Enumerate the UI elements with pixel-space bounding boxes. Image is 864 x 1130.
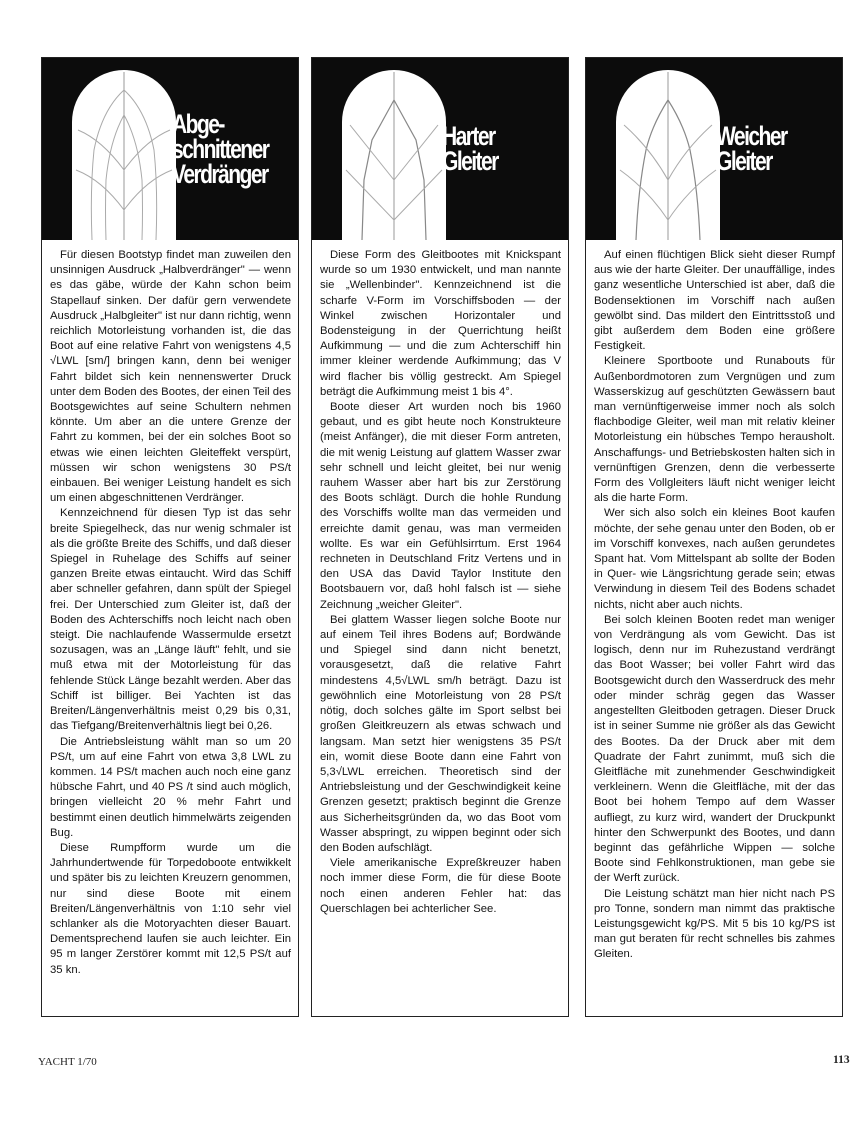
section-title <box>442 58 560 240</box>
paragraph: Die Leistung schätzt man hier nicht nach PS pro Tonne, sondern man nimmt das praktische Leistungsgewicht kg/PS. Mit 5 bis 10 kg/PS ist man gut beraten für recht schnelles bis zahmes Gleiten. <box>594 887 835 961</box>
banner <box>42 58 298 240</box>
magazine-issue: YACHT 1/70 <box>38 1056 97 1068</box>
paragraph: Kleinere Sportboote und Runabouts für Außenbordmotoren zum Vergnügen und zum Wasserskizug auf geschützten Gewässern baut man vernünftigerweise immer noch als solch flachbodige Gleiter, weil man mit relativ kleiner Motorleistung ein hübsches Tempo herausholt. Anschaffungs- und Betriebskosten halten sich in vernünftigen Grenzen, denn die verbesserte Form des Vollgleiters läuft nicht weniger leicht als die harte Form. <box>594 355 835 505</box>
hull-lines-drawing <box>616 70 720 240</box>
paragraph: Wer sich also solch ein kleines Boot kaufen möchte, der sehe genau unter den Boden, ob er im Vorschiff konvexes, nach außen gerundetes Spant hat. Vom Mittelspant ab sollte der Boden in Quer- wie Längsrichtung gerade sein; etwas Verwindung in diesem Teil des Bodens schadet nichts, nicht aber auch nichts. <box>594 507 835 611</box>
paragraph: Auf einen flüchtigen Blick sieht dieser Rumpf aus wie der harte Gleiter. Der unauffällige, indes ganz wesentliche Unterschied ist aber, daß die Bodensektionen im Vorschiff nach außen gewölbt sind. Das mildert den Eintrittsstoß und gibt außerdem dem Boden eine größere Festigkeit. <box>594 249 835 353</box>
paragraph: Kennzeichnend für diesen Typ ist das sehr breite Spiegelheck, das nur wenig schmaler ist als die größte Breite des Schiffs, und daß dieser Spiegel in Ruhelage des Schiffs auf seiner ganzen Breite etwas eintaucht. Wird das Schiff aber schneller gefahren, dann spült der Spiegel frei. Der Unterschied zum Gleiter ist, daß der Boden des Achterschiffs noch leicht nach oben steigt. Die nachlaufende Wassermulde ersetzt sozusagen, was an „Länge läuft" fehlt, und sie muß etwa mit der Motorleistung für das fehlende Stück Länge bezahlt werden. Aber das Schiff ist billiger. Bei Yachten ist das Breiten/Längenverhältnis meist 0,29 bis 0,31, das Tiefgang/Breitenverhältnis liegt bei 0,26. <box>50 507 291 733</box>
paragraph: Bei solch kleinen Booten redet man weniger von Verdrängung als vom Gewicht. Das ist logisch, denn nur im Ruhezustand verdrängt das Boot Wasser; bei voller Fahrt wird das Bootsgewicht durch den Wasserdruck des mehr oder minder schräg gegen das Wasser angestellten Gleitboden getragen. Dieser Druck ist in seiner Summe nie größer als das Gewicht des Bootes. Da der Druck aber mit dem Quadrate der Fahrt zunimmt, muß sich die Gleitfläche mit zunehmender Geschwindigkeit verkleinern. Wenn die Gleitfläche, mit der das Boot bei hohem Tempo auf dem Wasser aufliegt, zu kurz wird, wandert der Druckpunkt hinter den Schwerpunkt des Bootes, und dann beginnt das gefährliche Wippen — solche Boote sind Fehlkonstruktionen, man gebe sie der Werft zurück. <box>594 613 835 885</box>
column-text <box>320 248 561 917</box>
page-number: 113 <box>833 1054 850 1066</box>
banner <box>586 58 842 240</box>
title-line: schnittener <box>172 133 269 164</box>
title-line: Gleiter <box>716 146 772 176</box>
banner <box>312 58 568 240</box>
hull-lines-drawing <box>72 70 176 240</box>
paragraph: Boote dieser Art wurden noch bis 1960 gebaut, und es gibt heute noch Konstrukteure (meist Anfänger), die mit dieser Form antreten, die mit wenig Leistung auf glattem Wasser zwar sehr schnell und leicht gleitet, bei nur wenig rauhem Wasser aber hart bis zur Zerstörung des Boots schlägt. Durch die hohle Rundung des Vorschiffs wollte man das vermeiden und erreichte damit genau, was man vermeiden wollte. Es war ein Gefühlsirrtum. Erst 1964 rechneten in Deutschland Fritz Vertens und in den USA das David Taylor Institute den Bootsbauern vor, daß hohl falsch ist — siehe Zeichnung „weicher Gleiter". <box>320 401 561 611</box>
column-abgeschnittener-verdraenger <box>41 57 299 1017</box>
title-line: Harter <box>442 121 495 151</box>
section-title <box>172 58 290 240</box>
column-text <box>594 248 835 963</box>
title-line: Abge- <box>172 108 224 139</box>
title-line: Weicher <box>716 121 787 151</box>
paragraph: Diese Form des Gleitbootes mit Knickspant wurde so um 1930 entwickelt, und man nannte sie „Wellenbinder". Kennzeichnend ist die scharfe V-Form im Vorschiffsboden — der Winkel zwischen Horizontaler und Bodensteigung in der Querrichtung heißt Aufkimmung — und die zum Achterschiff hin immer kleiner werdende Aufkimmung; das V wird flacher bis völlig gestreckt. Am Spiegel beträgt die Aufkimmung meist 1 bis 4°. <box>320 249 561 398</box>
paragraph: Viele amerikanische Expreßkreuzer haben noch immer diese Form, die für diese Boote noch einen anderen Fehler hat: das Querschlagen bei achterlicher See. <box>320 857 561 915</box>
title-line: Verdränger <box>172 158 268 189</box>
title-line: Gleiter <box>442 146 498 176</box>
paragraph: Für diesen Bootstyp findet man zuweilen den unsinnigen Ausdruck „Halbverdränger" — wenn es das gäbe, würde der Kahn schon beim Stapellauf sinken. Der dafür gern verwendete Ausdruck „Halbgleiter" ist nur dann richtig, wenn reichlich Motorleistung vorhanden ist, die das Boot auf eine relative Fahrt von wenigstens 4,5 √LWL [sm/] bringen kann, denn bei weniger Fahrt bildet sich kein nennenswerter Druck unter dem Boden des Bootes, der einen Teil des Bootsgewichtes auf seine Schultern nehmen könnte. Um aber an die untere Grenze der Fahrt zu kommen, bei der ein solches Boot so etwas wie einen leichten Gleiteffekt verspürt, müssen wir schon wenigstens 30 PS/t einbauen. Bei weniger Leistung handelt es sich um einen abgeschnittenen Verdränger. <box>50 249 291 505</box>
column-text <box>50 248 291 978</box>
section-title <box>716 58 834 240</box>
hull-lines-drawing <box>342 70 446 240</box>
column-harter-gleiter <box>311 57 569 1017</box>
column-weicher-gleiter <box>585 57 843 1017</box>
paragraph: Diese Rumpfform wurde um die Jahrhundertwende für Torpedoboote entwikkelt und später bis zu leichten Kreuzern genommen, nur sind diese Boote mit einem Breiten/Längenverhältnis von 1:10 sehr viel schlanker als die Motoryachten dieser Bauart. Dementsprechend laufen sie auch leichter. Ein 95 m langer Zerstörer kommt mit 12,5 PS/t auf 35 kn. <box>50 841 291 976</box>
paragraph: Die Antriebsleistung wählt man so um 20 PS/t, um auf eine Fahrt von etwa 3,8 LWL zu kommen. 14 PS/t machen auch noch eine ganz hübsche Fahrt, und 40 PS /t sind auch möglich, bringen vielleicht 20 % mehr Fahrt und bestimmt einen deutlich himmelwärts zeigenden Bug. <box>50 735 291 839</box>
paragraph: Bei glattem Wasser liegen solche Boote nur auf einem Teil ihres Bodens auf; Bordwände und Spiegel sind dann nicht benetzt, vorausgesetzt, daß die relative Fahrt mindestens 4,5√LWL sm/h beträgt. Dazu ist gewöhnlich eine Motorleistung von 28 PS/t nötig, doch solches gälte im Sport selbst bei großen Gleitkreuzern als etwas schwach und langsam. Man setzt hier wenigstens 35 PS/t ein, womit diese Boote dann eine Fahrt von 5,3√LWL erreichen. Theoretisch sind der Antriebsleistung und der Geschwindigkeit keine Grenzen gesetzt; praktisch beginnt die Grenze aus Sicherheitsgründen da, wo das Boot vom Wasser abspringt, zu wippen beginnt oder sich den Boden aufschlägt. <box>320 613 561 854</box>
